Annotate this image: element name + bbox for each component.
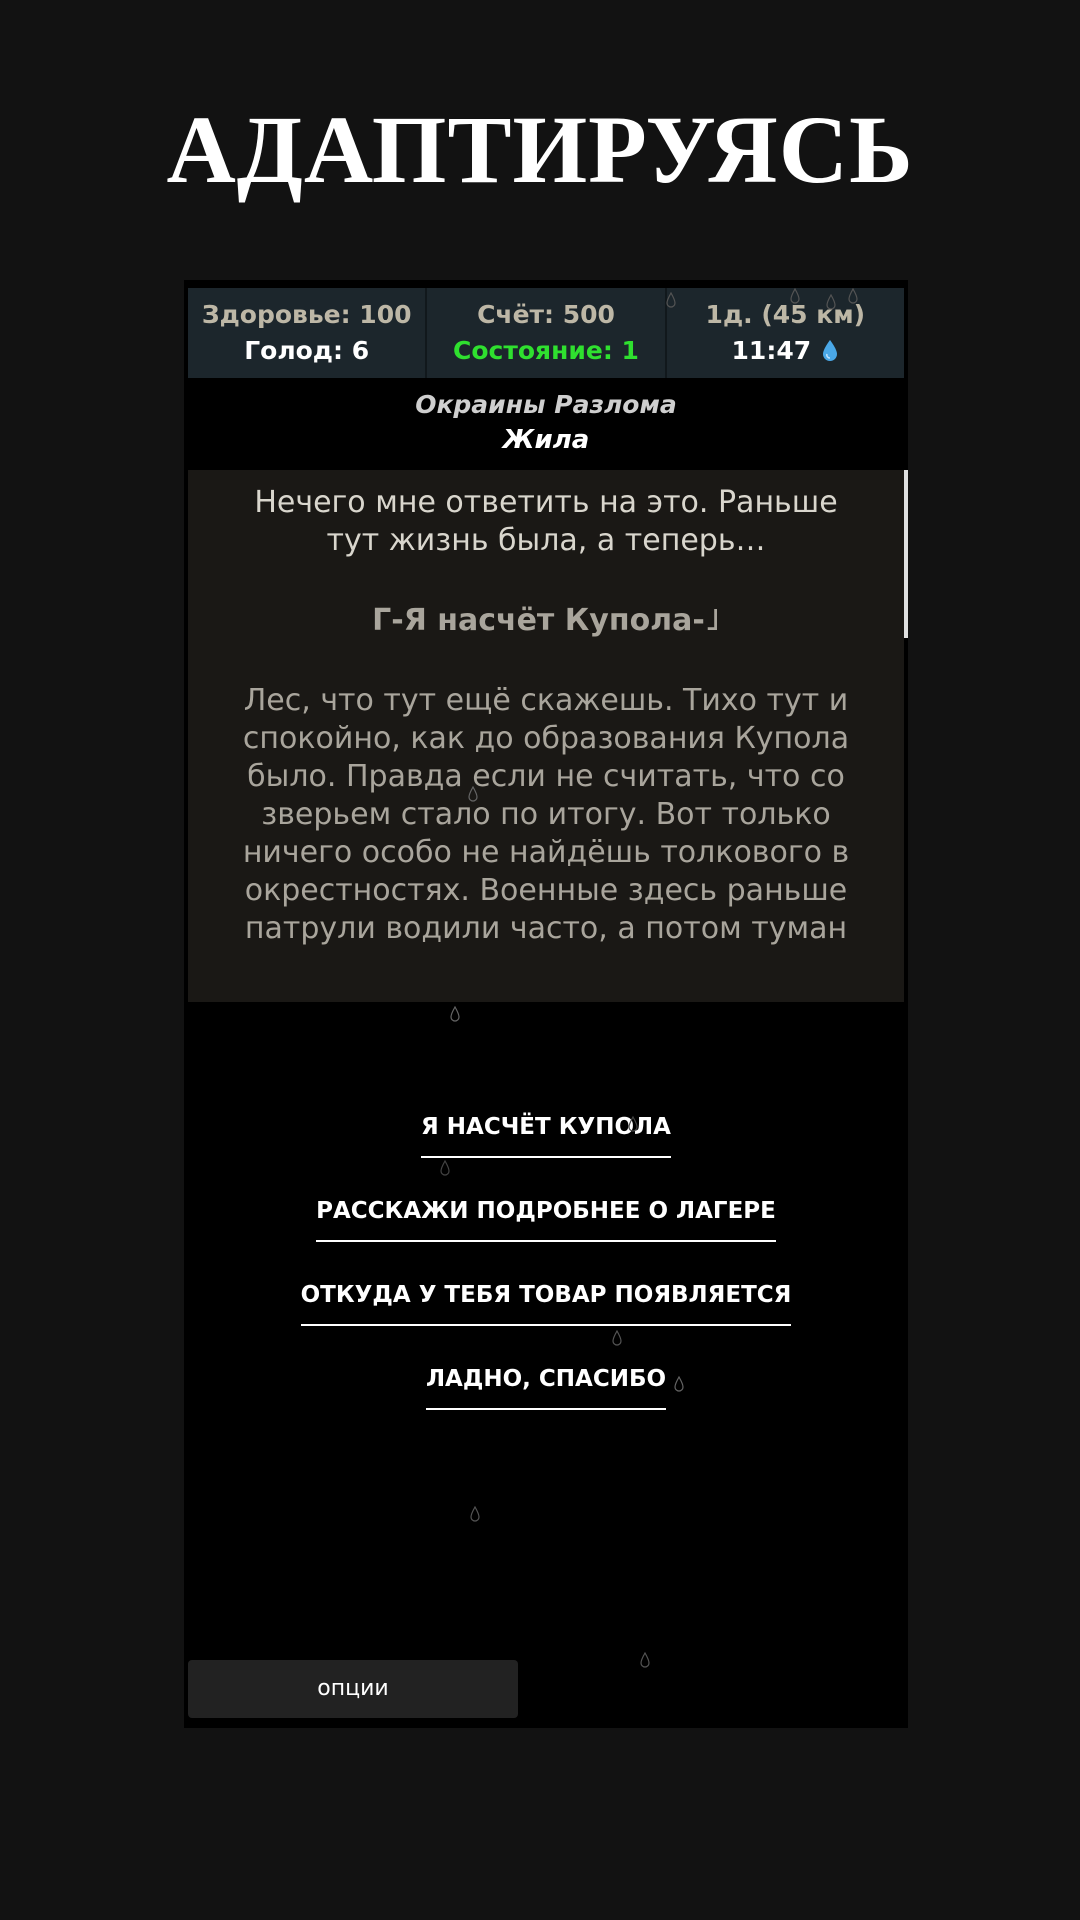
time-stat: 11:47	[731, 336, 812, 365]
water-drop-icon	[821, 339, 839, 363]
raindrop-icon	[628, 1116, 638, 1132]
raindrop-icon	[790, 288, 800, 304]
choice-about-camp[interactable]: РАССКАЖИ ПОДРОБНЕЕ О ЛАГЕРЕ	[316, 1194, 776, 1242]
choice-goodbye[interactable]: ЛАДНО, СПАСИБО	[426, 1362, 666, 1410]
dialog-text-panel[interactable]	[188, 470, 904, 1002]
raindrop-icon	[470, 1506, 480, 1522]
stats-time-column	[667, 288, 904, 378]
raindrop-icon	[468, 786, 478, 802]
location-region: Окраины Разлома	[415, 390, 677, 419]
hunger-stat: Голод: 6	[244, 336, 370, 365]
game-screen	[184, 280, 908, 1728]
dialog-paragraph: Лес, что тут ещё скажешь. Тихо тут и спокойно, как до образования Купола было. Правда если не считать, что со зверьем стало по итогу. Вот только ничего особо не найдёшь толкового в окрестностях. Военные здесь раньше патрули водили часто, а потом туман	[242, 683, 850, 946]
raindrop-icon	[640, 1652, 650, 1668]
day-distance-stat: 1д. (45 км)	[705, 300, 866, 329]
dialog-paragraph: Нечего мне ответить на это. Раньше тут жизнь была, а теперь…	[254, 485, 838, 558]
raindrop-icon	[848, 288, 858, 304]
promo-title: АДАПТИРУЯСЬ	[166, 96, 914, 203]
choice-about-goods[interactable]: ОТКУДА У ТЕБЯ ТОВАР ПОЯВЛЯЕТСЯ	[301, 1278, 792, 1326]
stats-score-column	[427, 288, 666, 378]
choice-about-dome[interactable]: Я НАСЧЁТ КУПОЛА	[421, 1110, 671, 1158]
dialog-quote: Г-Я насчёт Купола-˩	[372, 603, 720, 638]
stats-health-column	[188, 288, 427, 378]
options-button[interactable]: опции	[188, 1660, 518, 1718]
location-header	[188, 378, 904, 470]
raindrop-icon	[440, 1160, 450, 1176]
raindrop-icon	[450, 1006, 460, 1022]
raindrop-icon	[666, 292, 676, 308]
raindrop-icon	[826, 294, 836, 310]
raindrop-icon	[612, 1330, 622, 1346]
score-stat: Счёт: 500	[477, 300, 615, 329]
time-row	[732, 333, 840, 369]
condition-stat: Состояние: 1	[453, 336, 639, 365]
dialog-choices	[184, 1110, 908, 1446]
location-place: Жила	[502, 425, 590, 455]
dialog-scrollbar[interactable]	[904, 470, 908, 638]
raindrop-icon	[674, 1376, 684, 1392]
health-stat: Здоровье: 100	[201, 300, 412, 329]
